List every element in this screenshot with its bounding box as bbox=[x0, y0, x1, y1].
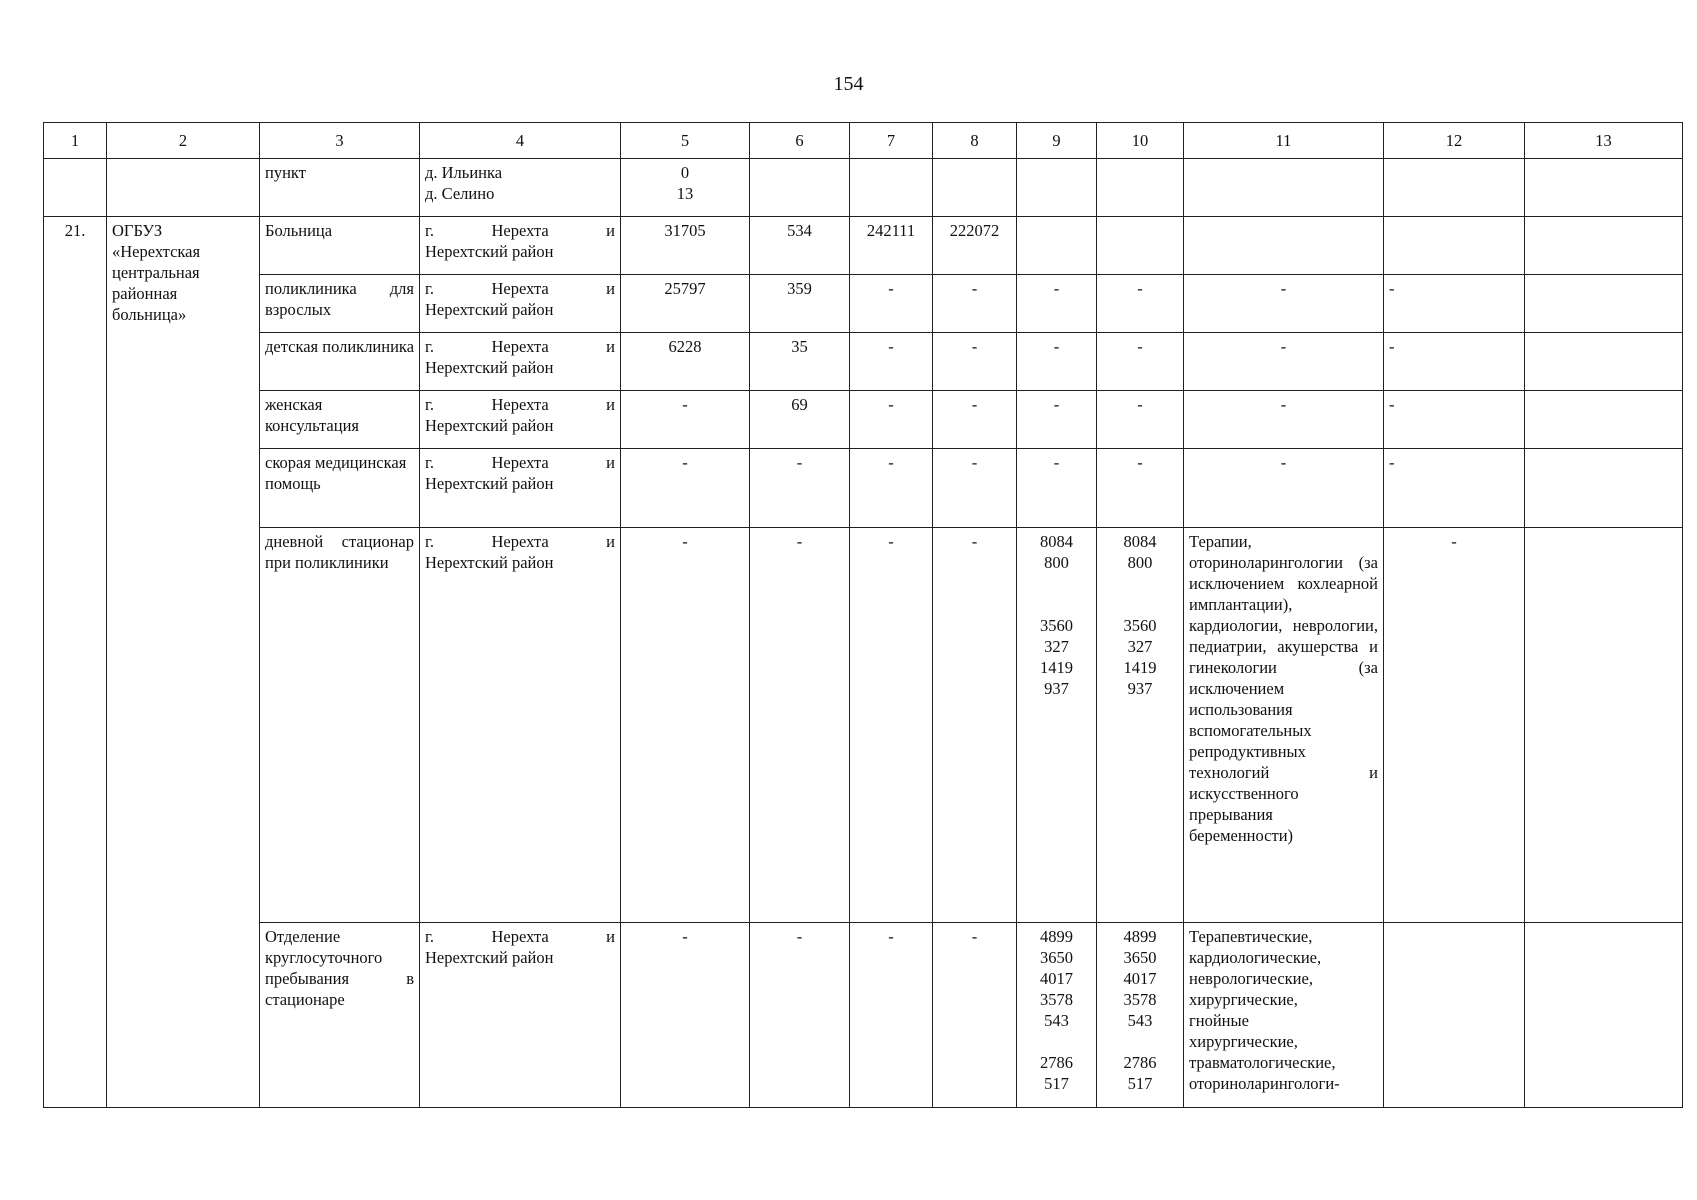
location-word: Нерехта bbox=[491, 279, 549, 298]
value-cell bbox=[1384, 217, 1525, 275]
location-cell bbox=[420, 159, 621, 217]
value-line: 3560 bbox=[1040, 616, 1073, 635]
value-cell: - bbox=[1017, 391, 1097, 449]
value-cell: - bbox=[1384, 391, 1525, 449]
profile-line: неврологические, bbox=[1189, 969, 1313, 988]
column-number: 2 bbox=[107, 123, 260, 159]
value-line: 327 bbox=[1044, 637, 1069, 656]
location-word: г. bbox=[425, 927, 435, 946]
column-number: 5 bbox=[621, 123, 750, 159]
location-cell bbox=[420, 217, 621, 275]
value-cell: 359 bbox=[750, 275, 850, 333]
location-word: г. bbox=[425, 279, 435, 298]
value-cell: - bbox=[1097, 449, 1184, 528]
organization-name-line: центральная bbox=[112, 263, 200, 282]
cell-empty bbox=[44, 159, 107, 217]
value-cell: - bbox=[850, 528, 933, 923]
value-cell: - bbox=[1384, 275, 1525, 333]
location-word: г. bbox=[425, 453, 435, 472]
cell-empty bbox=[1017, 159, 1097, 217]
profile-line: хирургические, bbox=[1189, 1032, 1298, 1051]
cell-empty bbox=[107, 159, 260, 217]
cell-empty bbox=[1525, 391, 1683, 449]
value-cell: - bbox=[621, 528, 750, 923]
table-row bbox=[44, 333, 1683, 391]
unit-type-cell: скорая медицинская помощь bbox=[260, 449, 420, 528]
location-line bbox=[425, 220, 615, 241]
location-line: Нерехтский район bbox=[425, 948, 554, 967]
column-number: 12 bbox=[1384, 123, 1525, 159]
profile-line: Терапевтические, bbox=[1189, 927, 1313, 946]
value-line: 4899 bbox=[1123, 927, 1157, 946]
table-row bbox=[44, 217, 1683, 275]
value-cell: 25797 bbox=[621, 275, 750, 333]
cell-empty bbox=[750, 159, 850, 217]
value-cell: - bbox=[1017, 333, 1097, 391]
location-word: и bbox=[606, 279, 615, 298]
value-line: 327 bbox=[1127, 637, 1153, 656]
location-line: д. Селино bbox=[425, 184, 495, 203]
page-number: 154 bbox=[833, 73, 864, 95]
value-line: 2786 bbox=[1040, 1053, 1073, 1072]
profile-line: хирургические, bbox=[1189, 990, 1298, 1009]
column-number: 10 bbox=[1097, 123, 1184, 159]
spacer bbox=[1102, 573, 1178, 594]
value-line: 3650 bbox=[1123, 948, 1157, 967]
location-line bbox=[425, 336, 615, 357]
value-cell: - bbox=[850, 923, 933, 1108]
value-cell bbox=[621, 159, 750, 217]
cell-empty bbox=[1525, 528, 1683, 923]
value-cell: - bbox=[1097, 391, 1184, 449]
profile-line: оториноларингологи- bbox=[1189, 1074, 1340, 1093]
value-cell: - bbox=[621, 923, 750, 1108]
column-number: 11 bbox=[1184, 123, 1384, 159]
value-cell: 35 bbox=[750, 333, 850, 391]
column-number: 13 bbox=[1525, 123, 1683, 159]
value-cell: - bbox=[1384, 449, 1525, 528]
cell-empty bbox=[1384, 159, 1525, 217]
location-word: и bbox=[606, 221, 615, 240]
location-cell bbox=[420, 391, 621, 449]
location-word: г. bbox=[425, 532, 435, 551]
cell-empty bbox=[1525, 449, 1683, 528]
cell-empty bbox=[850, 159, 933, 217]
value-line: 937 bbox=[1044, 679, 1069, 698]
value-list-cell bbox=[1097, 923, 1184, 1108]
value-line: 937 bbox=[1127, 679, 1153, 698]
organization-name-line: «Нерехтская bbox=[112, 242, 201, 261]
row-number-cell: 21. bbox=[44, 217, 107, 1108]
cell-empty bbox=[1384, 923, 1525, 1108]
value-cell: - bbox=[850, 449, 933, 528]
location-word: Нерехта bbox=[491, 395, 549, 414]
location-cell bbox=[420, 923, 621, 1108]
cell-empty bbox=[1097, 159, 1184, 217]
location-word: и bbox=[606, 337, 615, 356]
profile-cell bbox=[1184, 923, 1384, 1108]
location-word: Нерехта bbox=[491, 221, 549, 240]
value-cell: - bbox=[850, 391, 933, 449]
spacer bbox=[1102, 594, 1178, 615]
value-line: 517 bbox=[1044, 1074, 1069, 1093]
spacer bbox=[1022, 1031, 1091, 1052]
value-list-cell bbox=[1017, 528, 1097, 923]
cell-empty bbox=[1525, 923, 1683, 1108]
location-cell bbox=[420, 333, 621, 391]
value-line: 543 bbox=[1127, 1011, 1153, 1030]
location-cell bbox=[420, 275, 621, 333]
table-row bbox=[44, 275, 1683, 333]
spacer bbox=[1022, 594, 1091, 615]
location-word: г. bbox=[425, 337, 435, 356]
column-number: 9 bbox=[1017, 123, 1097, 159]
value-cell: - bbox=[621, 391, 750, 449]
unit-type-cell: детская поликлиника bbox=[260, 333, 420, 391]
value-cell: - bbox=[933, 449, 1017, 528]
location-word: г. bbox=[425, 221, 435, 240]
location-word: и bbox=[606, 453, 615, 472]
location-word: Нерехта bbox=[491, 927, 549, 946]
value-line: 8084 bbox=[1040, 532, 1073, 551]
location-line bbox=[425, 452, 615, 473]
value-line: 1419 bbox=[1040, 658, 1073, 677]
value-cell: - bbox=[1017, 449, 1097, 528]
value-cell: 222072 bbox=[933, 217, 1017, 275]
value-line: 517 bbox=[1127, 1074, 1153, 1093]
value-cell: - bbox=[933, 923, 1017, 1108]
organization-name-cell bbox=[107, 217, 260, 1108]
profile-line: кардиологические, bbox=[1189, 948, 1322, 967]
profile-cell: - bbox=[1184, 391, 1384, 449]
value-line: 4899 bbox=[1040, 927, 1073, 946]
location-line bbox=[425, 531, 615, 552]
value-list-cell bbox=[1017, 923, 1097, 1108]
spacer bbox=[1022, 573, 1091, 594]
value-line: 8084 bbox=[1123, 532, 1157, 551]
location-word: и bbox=[606, 395, 615, 414]
organization-name-line: районная bbox=[112, 284, 178, 303]
location-line: д. Ильинка bbox=[425, 163, 503, 182]
value-cell: - bbox=[750, 449, 850, 528]
value-cell: 31705 bbox=[621, 217, 750, 275]
value-cell: - bbox=[1097, 333, 1184, 391]
location-line: Нерехтский район bbox=[425, 358, 554, 377]
value-cell: - bbox=[1017, 275, 1097, 333]
value-line: 13 bbox=[676, 184, 694, 203]
value-cell: 242111 bbox=[850, 217, 933, 275]
value-cell bbox=[1017, 217, 1097, 275]
unit-type-cell: пункт bbox=[260, 159, 420, 217]
profile-cell: - bbox=[1184, 275, 1384, 333]
value-cell: - bbox=[933, 528, 1017, 923]
value-cell: - bbox=[750, 528, 850, 923]
value-line: 4017 bbox=[1123, 969, 1157, 988]
cell-empty bbox=[1184, 159, 1384, 217]
value-line: 1419 bbox=[1123, 658, 1157, 677]
value-cell: 6228 bbox=[621, 333, 750, 391]
cell-empty bbox=[1525, 159, 1683, 217]
value-line: 4017 bbox=[1040, 969, 1073, 988]
value-cell: - bbox=[933, 275, 1017, 333]
location-line bbox=[425, 278, 615, 299]
table-row-continuation bbox=[44, 159, 1683, 217]
location-line: Нерехтский район bbox=[425, 300, 554, 319]
organization-name-line: ОГБУЗ bbox=[112, 221, 163, 240]
profile-cell: Терапии, оториноларингологии (за исключением кохлеарной имплантации), кардиологии, неврологии, педиатрии, акушерства и гинекологии (за исключением использования вспомогательных репродуктивных технологий и искусственного прерывания беременности) bbox=[1184, 528, 1384, 923]
value-cell: - bbox=[750, 923, 850, 1108]
value-cell: - bbox=[621, 449, 750, 528]
value-line: 0 bbox=[680, 163, 690, 182]
location-line: Нерехтский район bbox=[425, 242, 554, 261]
location-line: Нерехтский район bbox=[425, 416, 554, 435]
location-line bbox=[425, 394, 615, 415]
profile-line: травматологические, bbox=[1189, 1053, 1336, 1072]
value-cell: - bbox=[1384, 528, 1525, 923]
location-line: Нерехтский район bbox=[425, 474, 554, 493]
location-word: Нерехта bbox=[491, 532, 549, 551]
value-cell: - bbox=[1097, 275, 1184, 333]
unit-type-cell: женская консультация bbox=[260, 391, 420, 449]
profile-cell bbox=[1184, 217, 1384, 275]
cell-empty bbox=[1525, 333, 1683, 391]
location-word: г. bbox=[425, 395, 435, 414]
value-cell: - bbox=[933, 391, 1017, 449]
unit-type-cell: дневной стационар при поликлиники bbox=[260, 528, 420, 923]
location-line: Нерехтский район bbox=[425, 553, 554, 572]
value-line: 543 bbox=[1044, 1011, 1069, 1030]
column-number-row bbox=[44, 123, 1683, 159]
column-number: 3 bbox=[260, 123, 420, 159]
value-list-cell bbox=[1097, 528, 1184, 923]
value-cell: 69 bbox=[750, 391, 850, 449]
organization-name-line: больница» bbox=[112, 305, 187, 324]
unit-type-cell: поликлиника для взрослых bbox=[260, 275, 420, 333]
cell-empty bbox=[1525, 275, 1683, 333]
value-cell bbox=[1097, 217, 1184, 275]
value-line: 800 bbox=[1127, 553, 1153, 572]
profile-line: гнойные bbox=[1189, 1011, 1249, 1030]
unit-type-cell: Больница bbox=[260, 217, 420, 275]
value-line: 800 bbox=[1044, 553, 1069, 572]
location-line bbox=[425, 926, 615, 947]
value-line: 3578 bbox=[1123, 990, 1157, 1009]
value-line: 2786 bbox=[1123, 1053, 1157, 1072]
column-number: 7 bbox=[850, 123, 933, 159]
location-word: Нерехта bbox=[491, 337, 549, 356]
table-row bbox=[44, 391, 1683, 449]
value-cell: - bbox=[933, 333, 1017, 391]
resources-table bbox=[43, 122, 1683, 1108]
spacer bbox=[1102, 1031, 1178, 1052]
unit-type-cell: Отделение круглосуточного пребывания в стационаре bbox=[260, 923, 420, 1108]
location-word: и bbox=[606, 532, 615, 551]
location-cell bbox=[420, 449, 621, 528]
column-number: 8 bbox=[933, 123, 1017, 159]
location-word: Нерехта bbox=[491, 453, 549, 472]
location-cell bbox=[420, 528, 621, 923]
value-cell: - bbox=[850, 275, 933, 333]
column-number: 4 bbox=[420, 123, 621, 159]
value-cell: - bbox=[850, 333, 933, 391]
value-line: 3560 bbox=[1123, 616, 1157, 635]
table-row bbox=[44, 449, 1683, 528]
table-row-round-the-clock bbox=[44, 923, 1683, 1108]
value-line: 3578 bbox=[1040, 990, 1073, 1009]
location-word: и bbox=[606, 927, 615, 946]
column-number: 6 bbox=[750, 123, 850, 159]
profile-cell: - bbox=[1184, 449, 1384, 528]
table-row-day-hospital bbox=[44, 528, 1683, 923]
value-cell: 534 bbox=[750, 217, 850, 275]
column-number: 1 bbox=[44, 123, 107, 159]
cell-empty bbox=[1525, 217, 1683, 275]
cell-empty bbox=[933, 159, 1017, 217]
value-cell: - bbox=[1384, 333, 1525, 391]
profile-cell: - bbox=[1184, 333, 1384, 391]
value-line: 3650 bbox=[1040, 948, 1073, 967]
